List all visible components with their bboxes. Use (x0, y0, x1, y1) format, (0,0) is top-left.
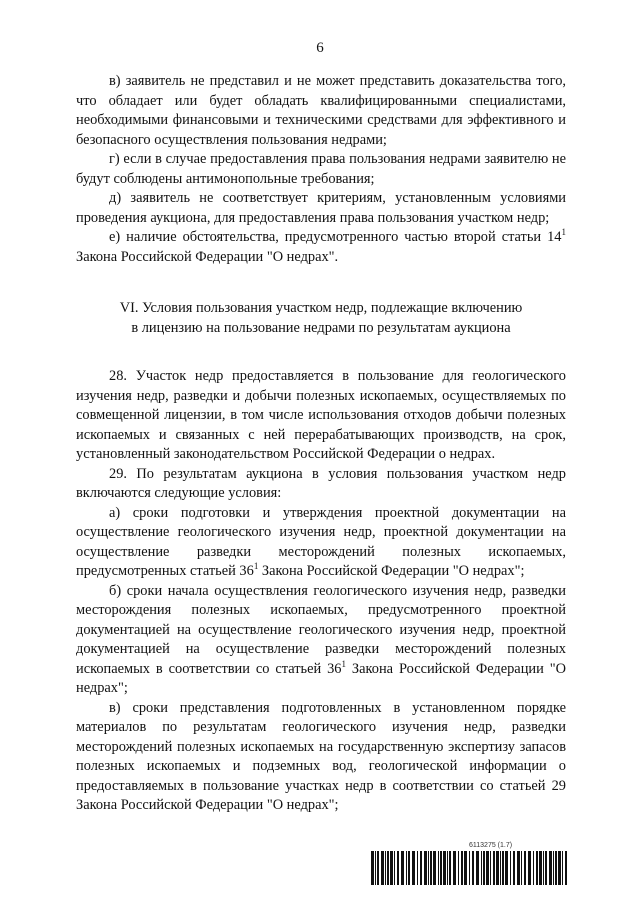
paragraph-d: д) заявитель не соответствует критериям, установленным условиями проведения аукциона, для предоставления права пользования участком недр; (76, 190, 566, 226)
paragraph-v: в) заявитель не представил и не может представить доказательства того, что обладает или будет обладать квалифицированными специалистами, необходимыми финансовыми и техническими средствами для эффективного и безопасного осуществления пользования недрами; (76, 73, 566, 148)
document-body (76, 72, 566, 816)
paragraph-28: 28. Участок недр предоставляется в пользование для геологического изучения недр, разведки и добычи полезных ископаемых, осуществляемых по совмещенной лицензии, в том числе использования отходов добычи полезных ископаемых и связанных с ней перерабатывающих производств, на срок, установленный законодательством Российской Федерации о недрах. (76, 368, 566, 462)
paragraph-e-tail: Закона Российской Федерации "О недрах". (76, 248, 339, 265)
section-heading-line-1: VI. Условия пользования участком недр, подлежащие включению (119, 300, 523, 316)
paragraph-29: 29. По результатам аукциона в условия пользования участком недр включаются следующие условия: (76, 465, 566, 501)
superscript: 1 (561, 227, 566, 237)
section-heading-line-2: в лицензию на пользование недрами по результатам аукциона (131, 319, 511, 336)
item-a (76, 504, 566, 582)
page-number: 6 (316, 40, 324, 56)
item-b-text: б) сроки начала осуществления геологического изучения недр, разведки месторождения полезных ископаемых, предусмотренного проектной документацией на осуществление геологического изучения недр, проектной документацией на осуществление разведки месторождений полезных ископаемых в соответствии со статьей 36 (76, 582, 566, 677)
paragraph-g: г) если в случае предоставления права пользования недрами заявителю не будут соблюдены антимонопольные требования; (76, 151, 566, 187)
barcode-label: 6113275 (1.7) (469, 842, 513, 849)
barcode-icon (371, 851, 567, 885)
item-b (76, 582, 566, 699)
item-a-text: а) сроки подготовки и утверждения проектной документации на осуществление геологического изучения недр, проектной документации на осуществление разведки месторождений полезных ископаемых, предусмотренных статьей 36 (76, 504, 566, 579)
paragraph-e (76, 228, 566, 267)
item-b-tail: Закона Российской Федерации "О недрах"; (76, 660, 566, 696)
section-heading (76, 299, 566, 338)
superscript: 1 (253, 561, 259, 571)
paragraph-e-text: е) наличие обстоятельства, предусмотренного частью второй статьи 14 (109, 229, 562, 245)
item-a-tail: Закона Российской Федерации "О недрах"; (258, 563, 525, 579)
superscript: 1 (341, 658, 346, 669)
item-v: в) сроки представления подготовленных в установленном порядке материалов по результатам геологического изучения недр, разведки месторождений полезных ископаемых на государственную экспертизу запасов полезных ископаемых и подземных вод, геологической информации о предоставляемых в пользование участках недр в соответствии со статьей 29 Закона Российской Федерации "О недрах"; (76, 699, 566, 813)
